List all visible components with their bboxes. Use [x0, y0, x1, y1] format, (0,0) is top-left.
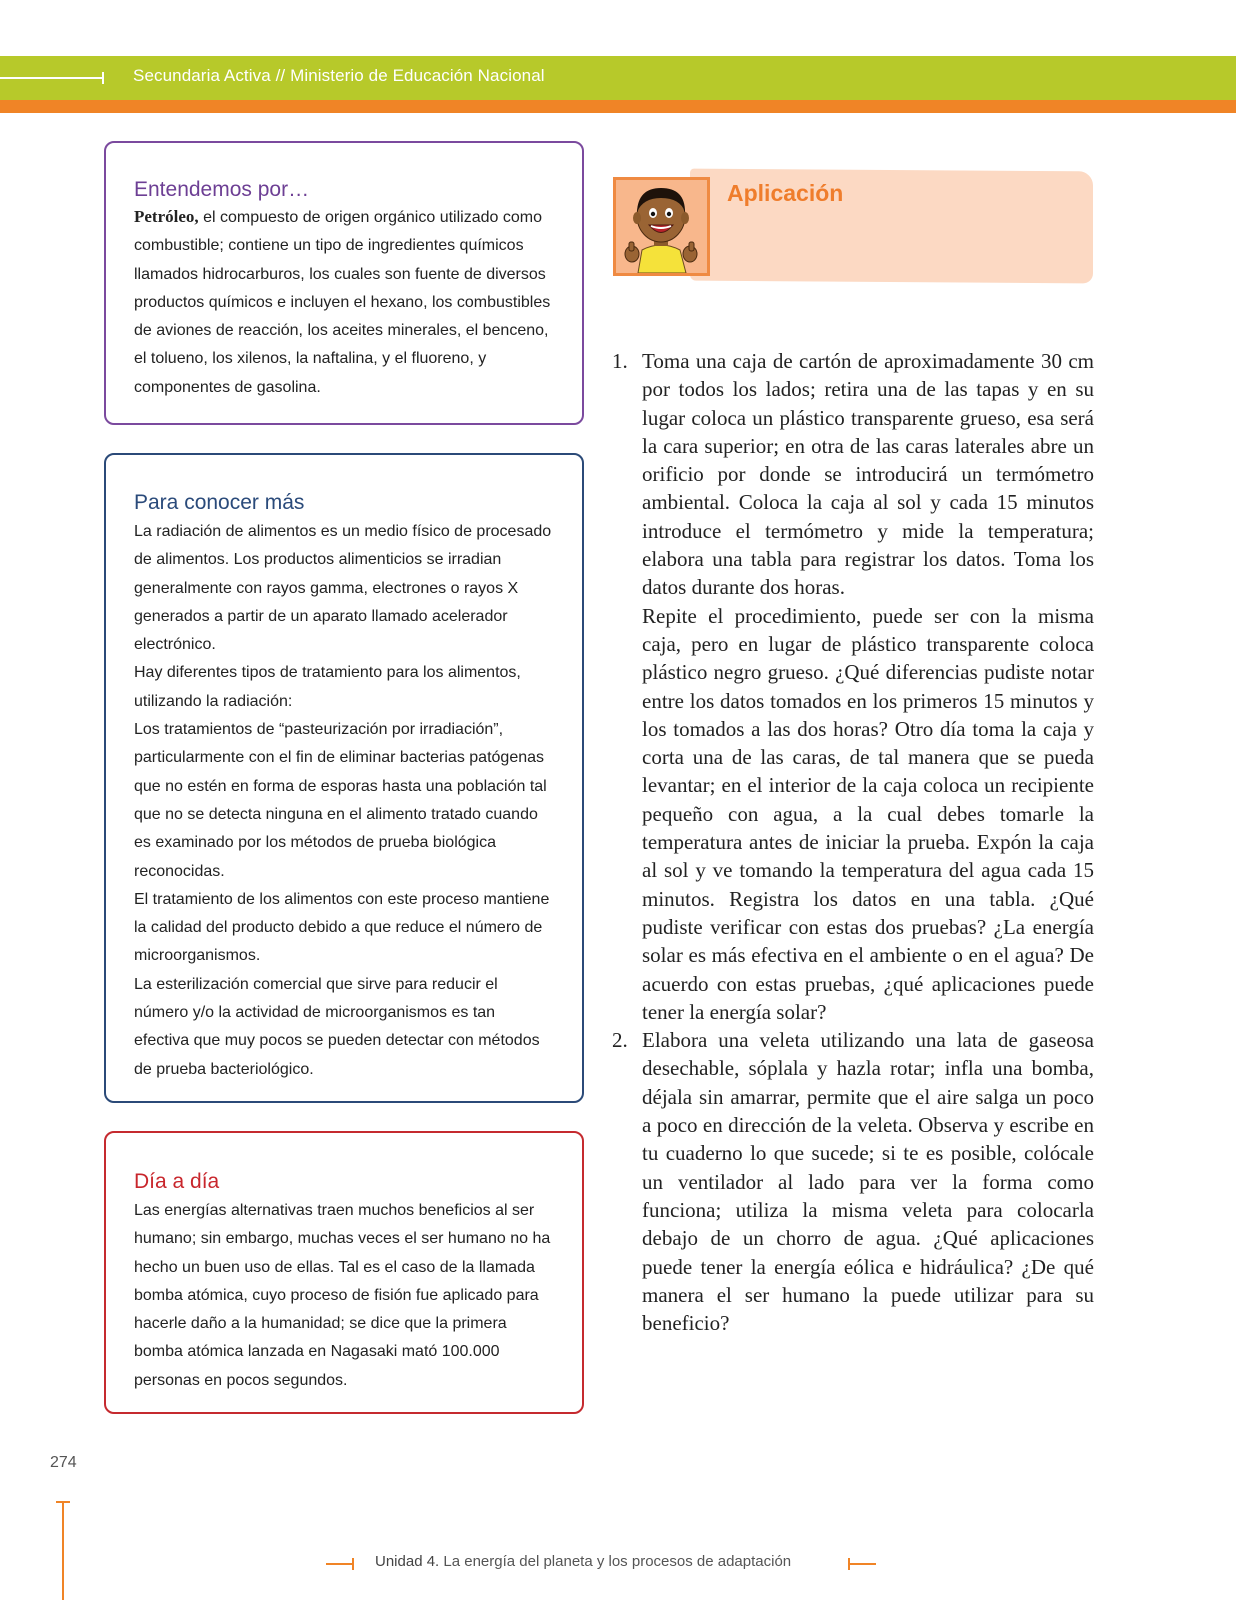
- activities-list: [612, 347, 1094, 1337]
- activity-item: [612, 1026, 1094, 1337]
- activity-paragraph: Elabora una veleta utilizando una lata de gaseosa desechable, sóplala y hazla rotar; infla una bomba, déjala sin amarrar, permite que el aire salga un poco a poco en dirección de la veleta. Observa y escribe en tu cuaderno lo que sucede; si te es posible, colócale un ventilador al lado para ver la forma como funciona; utiliza la misma veleta para colocarla debajo de un chorro de agua. ¿Qué aplicaciones puede tener la energía eólica e hidráulica? ¿De qué manera el ser humano la puede utilizar para su beneficio?: [642, 1028, 1094, 1336]
- aplicacion-title: Aplicación: [727, 180, 844, 206]
- dia-text: Las energías alternativas traen muchos beneficios al ser humano; sin embargo, muchas veces el ser humano no ha hecho un buen uso de ellas. Tal es el caso de la llamada bomba atómica, cuyo proceso de fisión fue aplicado para hacerle daño a la humanidad; se dice que la primera bomba atómica lanzada en Nagasaki mató 100.000 personas en pocos segundos.: [134, 1202, 551, 1389]
- footer-unit: Unidad 4.: [375, 1553, 440, 1570]
- footer-mark-right-tick: [848, 1558, 850, 1570]
- entendemos-text: [134, 203, 554, 402]
- conocer-paragraph: La esterilización comercial que sirve para reducir el número y/o la actividad de microorganismos es tan efectiva que muy pocos se pueden detectar con métodos de prueba bacteriológico.: [134, 975, 540, 1078]
- dia-box: [104, 1131, 584, 1414]
- page-number: 274: [50, 1454, 77, 1471]
- conocer-paragraph: Hay diferentes tipos de tratamiento para los alimentos, utilizando la radiación:: [134, 664, 521, 710]
- margin-rule-tick: [56, 1501, 70, 1503]
- header-rule: [0, 77, 104, 79]
- footer-mark-left: [326, 1563, 354, 1565]
- conocer-paragraph: El tratamiento de los alimentos con este proceso mantiene la calidad del producto debido a que reduce el número de microorganismos.: [134, 890, 550, 965]
- footer-unit-title: [375, 1553, 791, 1570]
- header-title: Secundaria Activa // Ministerio de Educación Nacional: [133, 66, 545, 85]
- footer-mark-left-tick: [352, 1558, 354, 1570]
- conocer-box: [104, 453, 584, 1103]
- conocer-paragraph: Los tratamientos de “pasteurización por irradiación”, particularmente con el fin de eliminar bacterias patógenas que no estén en forma de esporas hasta una población tal que no se detecta ninguna en el alimento tratado cuando es examinado por los métodos de prueba biológica reconocidas.: [134, 721, 547, 880]
- conocer-paragraph: La radiación de alimentos es un medio físico de procesado de alimentos. Los productos alimenticios se irradian generalmente con rayos gamma, electrones o rayos X generados a partir de un aparato llamado acelerador electrónico.: [134, 523, 552, 654]
- activity-number: 1.: [612, 349, 628, 373]
- margin-rule: [62, 1502, 64, 1600]
- footer-title: La energía del planeta y los procesos de adaptación: [439, 1553, 792, 1570]
- entendemos-term: Petróleo,: [134, 207, 199, 226]
- activity-paragraph: Repite el procedimiento, puede ser con la misma caja, pero en lugar de plástico transparente coloca plástico negro grueso. ¿Qué diferencias pudiste notar entre los datos tomados en los primeros 15 minutos y los tomados a las dos horas? Otro día toma la caja y corta una de las caras, de tal manera que se pueda levantar; en el interior de la caja coloca un recipiente pequeño con agua, a la cual debes tomarle la temperatura antes de iniciar la prueba. Expón la caja al sol y ve tomando la temperatura del agua cada 15 minutos. Registra los datos en una tabla. ¿Qué pudiste verificar con estas dos pruebas? ¿La energía solar es más efectiva en el ambiente o en el agua? De acuerdo con estas pruebas, ¿qué aplicaciones puede tener la energía solar?: [642, 603, 1094, 1024]
- footer-mark-right: [848, 1563, 876, 1565]
- dia-title: Día a día: [134, 1170, 220, 1193]
- entendemos-definition: el compuesto de origen orgánico utilizado como combustible; contiene un tipo de ingredientes químicos llamados hidrocarburos, los cuales son fuente de diversos productos químicos e incluyen el hexano, los combustibles de aviones de reacción, los aceites minerales, el benceno, el tolueno, los xilenos, la naftalina, y el fluoreno, y componentes de gasolina.: [134, 209, 551, 396]
- boy-illustration-icon: [616, 180, 707, 273]
- conocer-title: Para conocer más: [134, 491, 305, 514]
- header-accent-band: [0, 100, 1236, 113]
- entendemos-box: [104, 141, 584, 425]
- activity-paragraph: Toma una caja de cartón de aproximadamente 30 cm por todos los lados; retira una de las tapas y en su lugar coloca un plástico transparente grueso, esa será la cara superior; en otra de las caras laterales abre un orificio por donde se introducirá un termómetro ambiental. Coloca la caja al sol y cada 15 minutos introduce el termómetro y mide la temperatura; elabora una tabla para registrar los datos. Toma los datos durante dos horas.: [642, 349, 1094, 600]
- activity-item: [612, 347, 1094, 1026]
- character-illustration: [613, 177, 710, 276]
- entendemos-title: Entendemos por…: [134, 178, 310, 201]
- header-rule-tick: [102, 72, 104, 84]
- activity-number: 2.: [612, 1028, 628, 1053]
